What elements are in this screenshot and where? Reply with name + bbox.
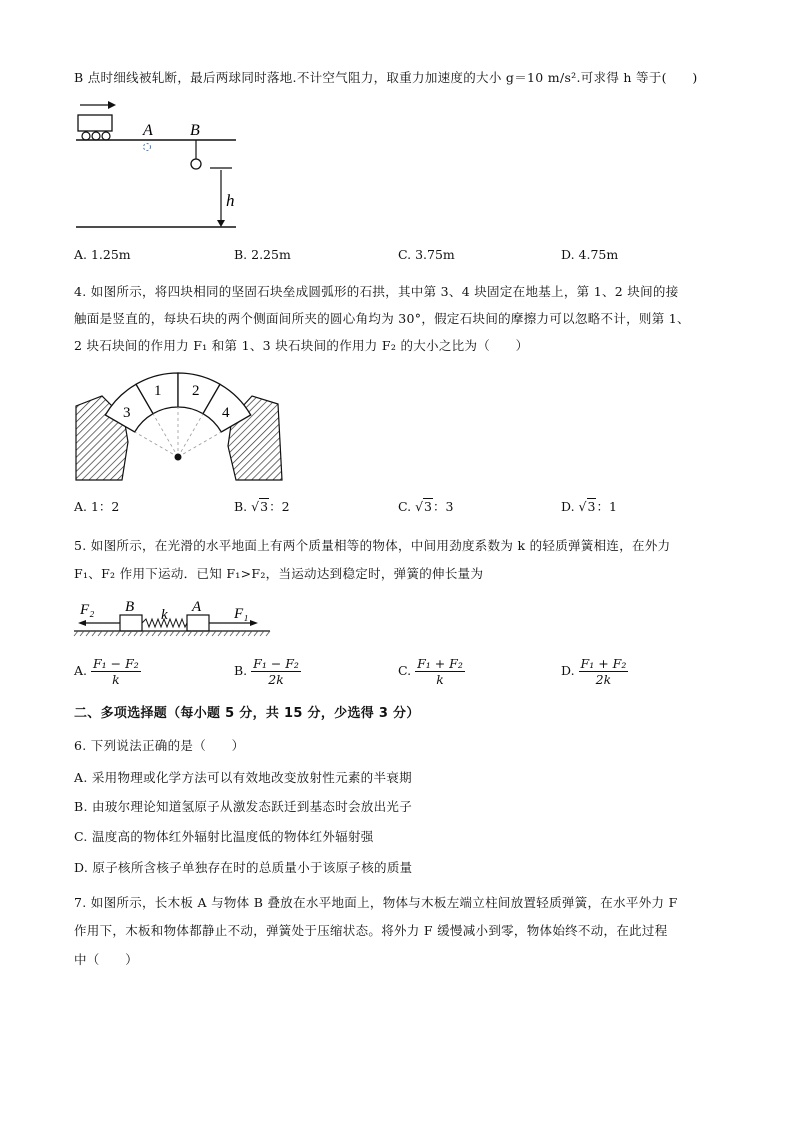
- q6-option-c: C. 温度高的物体红外辐射比温度低的物体红外辐射强: [74, 829, 374, 844]
- q4-option-b: B. √3：2: [234, 499, 290, 514]
- q7-line-2: 作用下，木板和物体都静止不动，弹簧处于压缩状态。将外力 F 缓慢减小到零，物体始终不动，在此过程: [74, 923, 668, 938]
- q6-stem: 6. 下列说法正确的是（ ）: [74, 738, 245, 753]
- stone-2-label: 2: [192, 383, 200, 399]
- label-b: B: [190, 122, 200, 139]
- q7-line-3: 中（ ）: [74, 952, 139, 967]
- block-b: [120, 615, 142, 631]
- q6-option-d: D. 原子核所含核子单独存在时的总质量小于该原子核的质量: [74, 860, 413, 875]
- q4-option-d: D. √3：1: [561, 499, 617, 514]
- q5-option-a: A. $\frac{\text{F₁ − F₂}}{k}$: [74, 656, 139, 687]
- label-f1: F₁: [234, 606, 249, 622]
- spring: [142, 619, 187, 627]
- cart: [78, 115, 112, 131]
- label-b: B: [125, 599, 135, 615]
- q5-spring-figure: [72, 594, 272, 644]
- ball-a: [144, 144, 151, 151]
- q5-line-1: 5. 如图所示，在光滑的水平地面上有两个质量相等的物体，中间用劲度系数为 k 的轻质弹簧相连，在外力: [74, 538, 671, 553]
- q3-figure: [72, 96, 252, 231]
- q5-line-2: F₁、F₂ 作用下运动．已知 F₁>F₂，当运动达到稳定时，弹簧的伸长量为: [74, 566, 484, 581]
- block-a: [187, 615, 209, 631]
- section-2-heading: 二、多项选择题（每小题 5 分，共 15 分，少选得 3 分）: [74, 706, 420, 721]
- q5-option-d: D. $\frac{\text{F₁ + F₂}}{2k}$: [561, 656, 627, 687]
- label-h: h: [226, 191, 235, 210]
- q4-line-2: 触面是竖直的，每块石块的两个侧面间所夹的圆心角均为 30°，假定石块间的摩擦力可以忽略不计，则第 1、: [74, 311, 690, 326]
- label-k: k: [161, 607, 168, 623]
- q5-option-b: B. $\frac{\text{F₁ − F₂}}{2k}$: [234, 656, 299, 687]
- q3-option-c: C. 3.75m: [398, 247, 455, 262]
- q4-line-1: 4. 如图所示，将四块相同的坚固石块垒成圆弧形的石拱，其中第 3、4 块固定在地基上，第 1、2 块间的接: [74, 284, 679, 299]
- stone-3-label: 3: [123, 405, 131, 421]
- stone-4-label: 4: [222, 405, 230, 421]
- ball-b: [191, 159, 201, 169]
- q7-line-1: 7. 如图所示，长木板 A 与物体 B 叠放在水平地面上，物体与木板左端立柱间放置轻质弹簧，在水平外力 F: [74, 895, 678, 910]
- stone-1-label: 1: [154, 383, 162, 399]
- q3-option-a: A. 1.25m: [74, 247, 131, 262]
- q3-option-b: B. 2.25m: [234, 247, 291, 262]
- label-a: A: [143, 122, 153, 139]
- q6-option-b: B. 由玻尔理论知道氢原子从激发态跃迁到基态时会放出光子: [74, 799, 413, 814]
- q4-option-c: C. √3：3: [398, 499, 454, 514]
- q6-option-a: A. 采用物理或化学方法可以有效地改变放射性元素的半衰期: [74, 770, 412, 785]
- q5-option-c: C. $\frac{\text{F₁ + F₂}}{k}$: [398, 656, 463, 687]
- label-a: A: [192, 599, 202, 615]
- q4-option-a: A. 1：2: [74, 499, 120, 514]
- q4-line-3: 2 块石块间的作用力 F₁ 和第 1、3 块石块间的作用力 F₂ 的大小之比为（ ）: [74, 338, 529, 353]
- q3-stem: B 点时细线被轧断，最后两球同时落地.不计空气阻力，取重力加速度的大小 g＝10 m/s².可求得 h 等于( ): [74, 70, 698, 85]
- q3-option-d: D. 4.75m: [561, 247, 619, 262]
- q4-arch-figure: [72, 362, 287, 482]
- label-f2: F₂: [80, 602, 95, 618]
- arch-center-dot: [175, 454, 182, 461]
